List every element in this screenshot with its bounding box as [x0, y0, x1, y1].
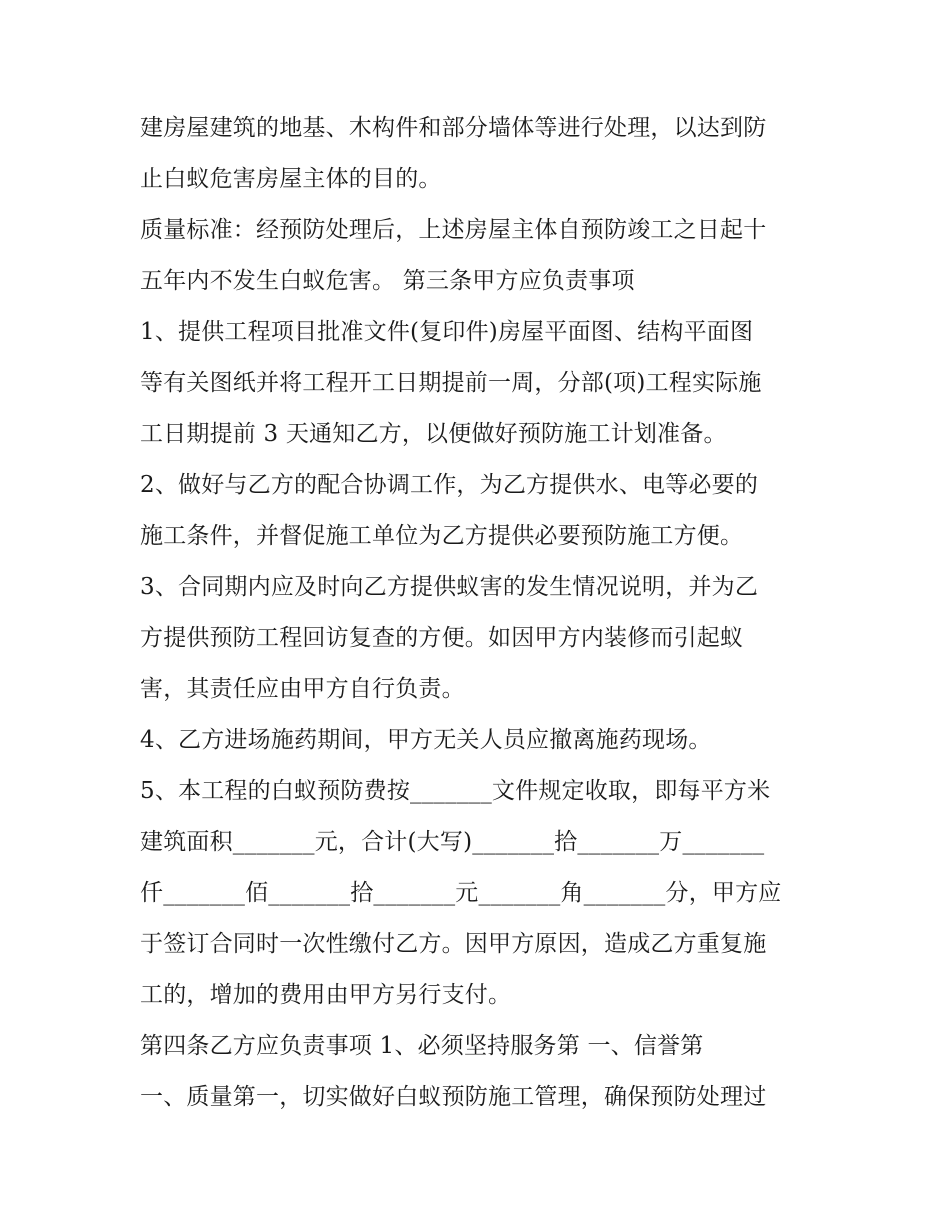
document-body [140, 103, 830, 1123]
text-line: 质量标准：经预防处理后，上述房屋主体自预防竣工之日起十 [140, 217, 767, 243]
text-line: 施工条件，并督促施工单位为乙方提供必要预防施工方便。 [140, 523, 744, 549]
text-line: 于签订合同时一次性缴付乙方。因甲方原因，造成乙方重复施 [140, 931, 767, 957]
text-line: 建筑面积_______元，合计(大写)_______拾_______万_______ [140, 829, 765, 855]
text-line: 仟_______佰_______拾_______元_______角_______分，甲方应 [140, 880, 782, 906]
text-line: 工日期提前 3 天通知乙方，以便做好预防施工计划准备。 [140, 421, 727, 447]
text-line: 方提供预防工程回访复查的方便。如因甲方内装修而引起蚁 [140, 625, 744, 651]
text-line: 等有关图纸并将工程开工日期提前一周，分部(项)工程实际施 [140, 370, 762, 396]
text-line: 五年内不发生白蚁危害。 第三条甲方应负责事项 [140, 268, 635, 294]
text-line: 5、本工程的白蚁预防费按_______文件规定收取，即每平方米 [140, 778, 771, 804]
text-line: 止白蚁危害房屋主体的目的。 [140, 166, 442, 192]
text-line: 1、提供工程项目批准文件(复印件)房屋平面图、结构平面图 [140, 319, 754, 345]
text-line: 建房屋建筑的地基、木构件和部分墙体等进行处理，以达到防 [140, 115, 767, 141]
text-line: 一、质量第一，切实做好白蚁预防施工管理，确保预防处理过 [140, 1084, 767, 1110]
text-line: 2、做好与乙方的配合协调工作，为乙方提供水、电等必要的 [140, 472, 759, 498]
text-line: 工的，增加的费用由甲方另行支付。 [140, 982, 512, 1008]
text-line: 害，其责任应由甲方自行负责。 [140, 676, 465, 702]
text-line: 4、乙方进场施药期间，甲方无关人员应撤离施药现场。 [140, 727, 712, 753]
text-line: 3、合同期内应及时向乙方提供蚁害的发生情况说明，并为乙 [140, 574, 759, 600]
text-line: 第四条乙方应负责事项 1、必须坚持服务第 一、信誉第 [140, 1033, 704, 1059]
